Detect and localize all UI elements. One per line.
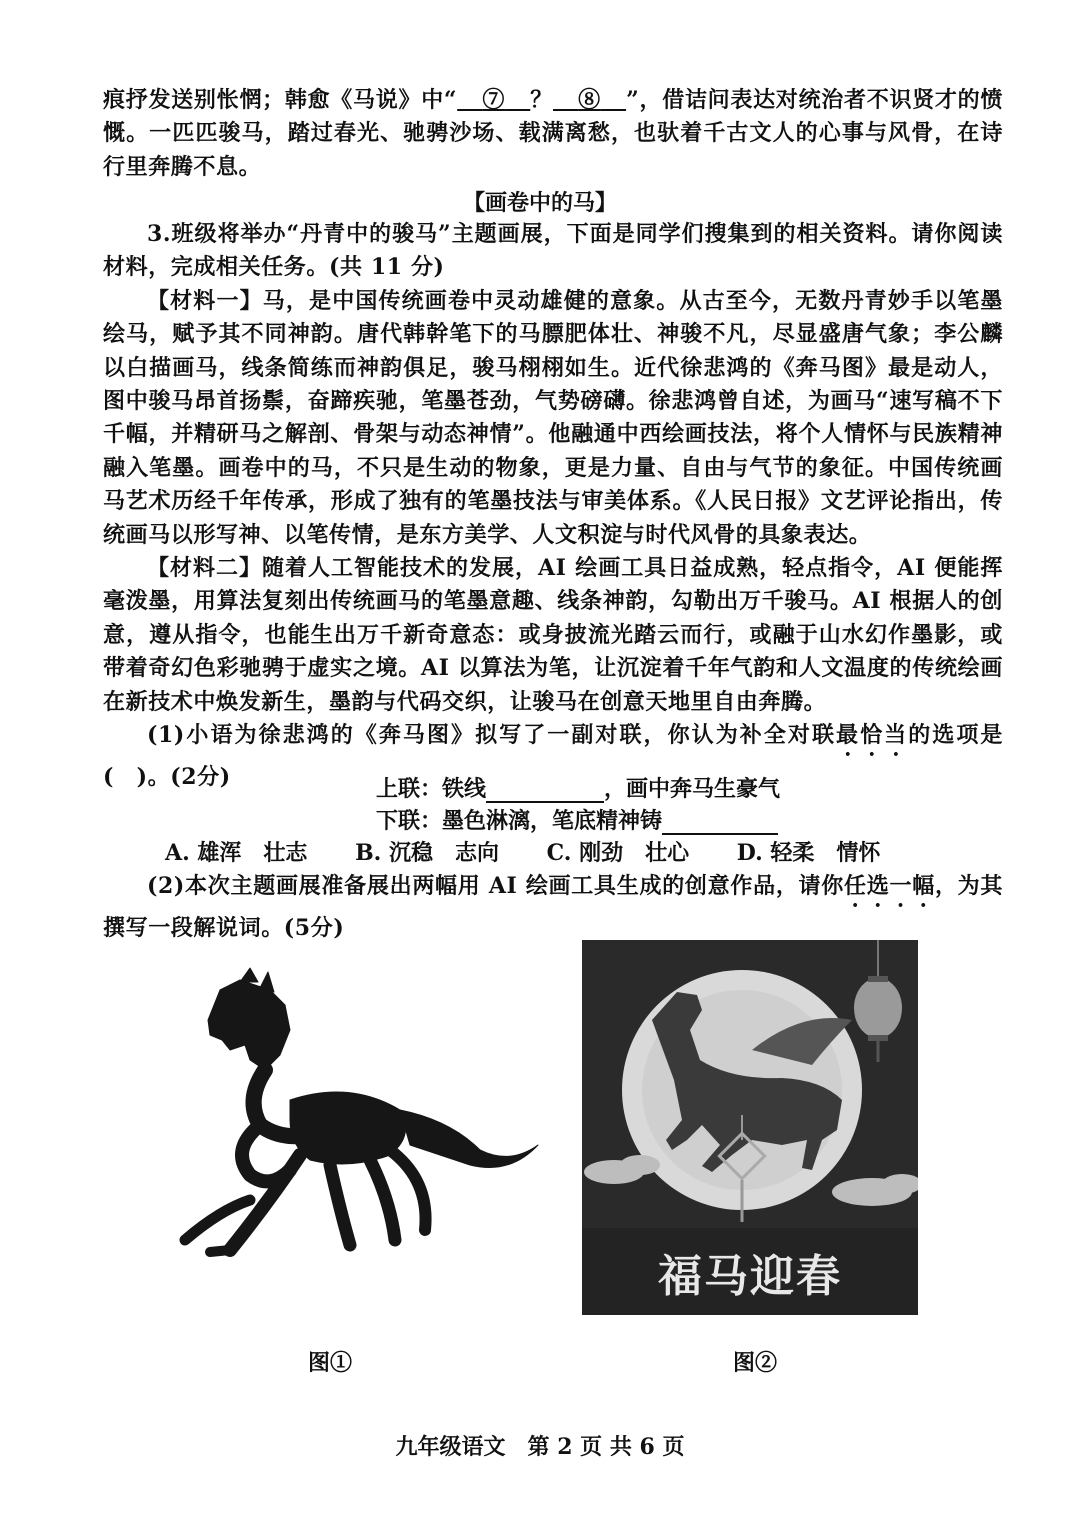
page-footer: 九年级语文 第 2 页 共 6 页 [395,1434,685,1460]
material2-paragraph: 【材料二】随着人工智能技术的发展，AI 绘画工具日益成熟，轻点指令，AI 便能挥毫泼墨，用算法复刻出传统画马的笔墨意趣、线条神韵，勾勒出万千骏马。AI 根据人的创意，遵从指令，也能生出万千新奇意态：或身披流光踏云而行，或融于山水幻作墨影，或带着奇幻色彩驰骋于虚实之境。AI 以算法为笔，让沉淀着千年气韵和人文温度的传统绘画在新技术中焕发新生，墨韵与代码交织，让骏马在创意天地里自由奔腾。 [103,555,1003,715]
figure-1-caption: 图① [308,1350,353,1376]
intro-text-b: ”，借诘问表达对统治者不识贤才的愤慨。一匹匹骏马，踏过春光、驰骋沙场、载满离愁，也驮着千古文人的心事与风骨，在诗行里奔腾不息。 [103,87,1003,180]
emphasis-text-1: 最恰当 [836,722,909,749]
couplet-blank-lower [662,811,778,835]
couplet-lower: 下联：墨色淋漓，笔底精神铸 [376,804,778,835]
couplet-upper: 上联：铁线 ，画中奔马生豪气 [376,776,781,802]
figure-2-caption: 图② [733,1350,778,1376]
intro-paragraph [103,84,1003,184]
blank-7: ⑦ [482,87,506,113]
option-b[interactable]: B. 沉稳 志向 [355,840,499,866]
figure-1-calligraphy-horse [150,960,540,1260]
intro-text-a: 痕抒发送别怅惘；韩愈《马说》中“ [103,87,458,113]
question3-stem: 3.班级将举办“丹青中的骏马”主题画展，下面是同学们搜集到的相关资料。请你阅读材料，完成相关任务。(共 11 分) [103,221,1003,281]
section-title: 【画卷中的马】 [462,190,617,216]
answer-options [165,836,920,867]
figure-2-poster [582,940,918,1315]
poster-title: 福马迎春 [658,1251,842,1302]
sub-question-2: (2)本次主题画展准备展出两幅用 AI 绘画工具生成的创意作品，请你任选一幅，为其撰写一段解说词。(5分) [103,873,1003,941]
option-d[interactable]: D. 轻柔 情怀 [736,840,881,866]
question3-block [103,218,1003,795]
material1-paragraph: 【材料一】马，是中国传统画卷中灵动雄健的意象。从古至今，无数丹青妙手以笔墨绘马，赋予其不同神韵。唐代韩幹笔下的马膘肥体壮、神骏不凡，尽显盛唐气象；李公麟以白描画马，线条简练而神韵俱足，骏马栩栩如生。近代徐悲鸿的《奔马图》最是动人，图中骏马昂首扬鬃，奋蹄疾驰，笔墨苍劲，气势磅礴。徐悲鸿曾自述，为画马“速写稿不下千幅，并精研马之解剖、骨架与动态神情”。他融通中西绘画技法，将个人情怀与民族精神融入笔墨。画卷中的马，不只是生动的物象，更是力量、自由与气节的象征。中国传统画马艺术历经千年传承，形成了独有的笔墨技法与审美体系。《人民日报》文艺评论指出，传统画马以形写神、以笔传情，是东方美学、人文积淀与时代风骨的具象表达。 [103,287,1003,548]
blank-8: ⑧ [578,87,601,113]
question-mark: ？ [530,87,553,113]
emphasis-text-2: 任选一幅 [844,873,935,899]
sub-question-1: (1)小语为徐悲鸿的《奔马图》拟写了一副对联，你认为补全对联最恰当的选项是( )。(2分) [103,722,1003,791]
sub-question-2-block [103,870,1003,945]
option-c[interactable]: C. 刚劲 壮心 [546,840,690,866]
couplet-blank-upper [486,779,604,803]
option-a[interactable]: A. 雄浑 壮志 [165,840,308,866]
